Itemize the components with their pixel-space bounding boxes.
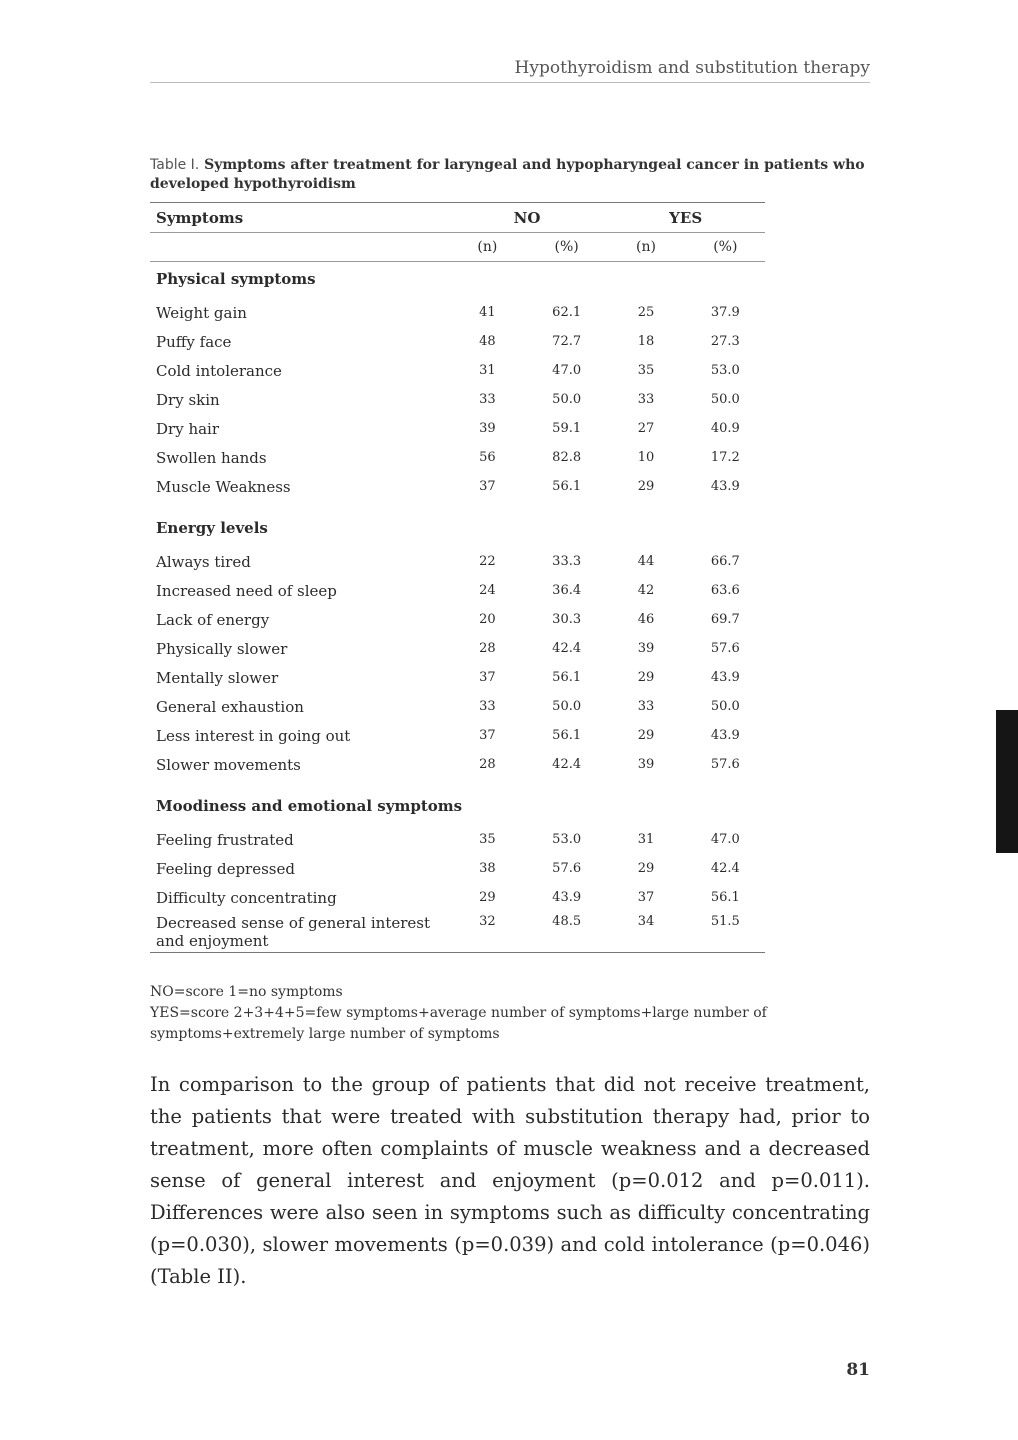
yes-count: 18 xyxy=(637,334,655,349)
no-count: 35 xyxy=(479,832,496,847)
side-tab-marker xyxy=(996,710,1018,853)
table-row xyxy=(150,663,765,692)
no-percent: 43.9 xyxy=(552,890,582,905)
symptom-name: Weight gain xyxy=(156,303,247,322)
yes-count: 29 xyxy=(637,861,655,876)
no-percent: 30.3 xyxy=(552,612,582,627)
symptom-name: Always tired xyxy=(156,552,251,571)
table-header-row xyxy=(150,203,765,233)
table-row xyxy=(150,634,765,663)
no-percent: 62.1 xyxy=(552,305,582,320)
no-percent: 57.6 xyxy=(552,861,582,876)
symptom-name: Difficulty concentrating xyxy=(156,888,337,907)
yes-percent: 53.0 xyxy=(710,363,740,378)
symptom-name: Feeling frustrated xyxy=(156,830,294,849)
yes-percent: 42.4 xyxy=(710,861,740,876)
symptom-name: Mentally slower xyxy=(156,668,279,687)
subheader-empty xyxy=(150,233,448,262)
symptom-name: Muscle Weakness xyxy=(156,477,291,496)
yes-count: 44 xyxy=(637,554,655,569)
table-row xyxy=(150,414,765,443)
page-number: 81 xyxy=(846,1360,870,1380)
no-count: 56 xyxy=(479,450,496,465)
no-count: 39 xyxy=(479,421,496,436)
table-row xyxy=(150,443,765,472)
no-count: 24 xyxy=(479,583,496,598)
subheader-yes-n: (n) xyxy=(606,233,685,262)
table-row xyxy=(150,883,765,912)
table-row xyxy=(150,750,765,779)
symptom-name: Lack of energy xyxy=(156,610,270,629)
symptom-name: Increased need of sleep xyxy=(156,581,337,600)
table-row xyxy=(150,605,765,634)
no-count: 20 xyxy=(479,612,496,627)
no-percent: 47.0 xyxy=(552,363,582,378)
category-title: Energy levels xyxy=(156,519,268,537)
no-percent: 50.0 xyxy=(552,392,582,407)
no-count: 31 xyxy=(479,363,496,378)
subheader-yes-pct: (%) xyxy=(686,233,765,262)
table-row xyxy=(150,327,765,356)
no-percent: 56.1 xyxy=(552,728,582,743)
no-percent: 48.5 xyxy=(552,914,582,929)
table-caption-label: Table I. xyxy=(150,157,200,173)
no-count: 48 xyxy=(479,334,496,349)
symptom-name: Dry skin xyxy=(156,390,220,409)
no-percent: 56.1 xyxy=(552,479,582,494)
no-count: 32 xyxy=(479,914,496,929)
category-row xyxy=(150,262,765,299)
no-count: 41 xyxy=(479,305,496,320)
no-count: 28 xyxy=(479,641,496,656)
yes-percent: 43.9 xyxy=(710,670,740,685)
no-percent: 72.7 xyxy=(552,334,582,349)
yes-count: 10 xyxy=(637,450,655,465)
no-percent: 36.4 xyxy=(552,583,582,598)
no-count: 38 xyxy=(479,861,496,876)
body-paragraph: In comparison to the group of patients that did not receive treatment, the patients that were treated with substitution therapy had, prior to treatment, more often complaints of muscle weakness and a decreased sense of general interest and enjoyment (p=0.012 and p=0.011). Differences were also seen in symptoms such as difficulty concentrating (p=0.030), slower movements (p=0.039) and cold intolerance (p=0.046) (Table II). xyxy=(150,1073,870,1288)
yes-percent: 50.0 xyxy=(710,699,740,714)
no-count: 22 xyxy=(479,554,496,569)
note-no: NO=score 1=no symptoms xyxy=(150,984,343,1000)
subheader-no-n: (n) xyxy=(448,233,527,262)
yes-count: 34 xyxy=(637,914,655,929)
no-percent: 42.4 xyxy=(552,757,582,772)
table-caption xyxy=(150,156,872,194)
table-row xyxy=(150,472,765,501)
table-row xyxy=(150,912,765,953)
table-notes xyxy=(150,982,872,1045)
symptom-name: General exhaustion xyxy=(156,697,304,716)
no-count: 33 xyxy=(479,392,496,407)
yes-count: 31 xyxy=(637,832,655,847)
yes-percent: 57.6 xyxy=(710,641,740,656)
yes-percent: 37.9 xyxy=(710,305,740,320)
symptom-name: Feeling depressed xyxy=(156,859,295,878)
no-percent: 82.8 xyxy=(552,450,582,465)
symptom-name: Cold intolerance xyxy=(156,361,282,380)
yes-percent: 66.7 xyxy=(710,554,740,569)
yes-percent: 63.6 xyxy=(710,583,740,598)
yes-count: 46 xyxy=(637,612,655,627)
table-row xyxy=(150,854,765,883)
yes-percent: 50.0 xyxy=(710,392,740,407)
category-title: Physical symptoms xyxy=(156,270,316,288)
note-yes: YES=score 2+3+4+5=few symptoms+average number of symptoms+large number of symptoms+extremely large number of symptoms xyxy=(150,1005,767,1042)
symptom-name: Puffy face xyxy=(156,332,232,351)
yes-count: 29 xyxy=(637,479,655,494)
table-caption-text: Symptoms after treatment for laryngeal and hypopharyngeal cancer in patients who developed hypothyroidism xyxy=(150,157,865,192)
category-title: Moodiness and emotional symptoms xyxy=(156,797,463,815)
table-row xyxy=(150,547,765,576)
yes-percent: 17.2 xyxy=(710,450,740,465)
yes-percent: 56.1 xyxy=(710,890,740,905)
yes-count: 37 xyxy=(637,890,655,905)
no-percent: 56.1 xyxy=(552,670,582,685)
yes-count: 33 xyxy=(637,392,655,407)
table-row xyxy=(150,721,765,750)
no-count: 37 xyxy=(479,728,496,743)
yes-count: 39 xyxy=(637,757,655,772)
yes-percent: 47.0 xyxy=(710,832,740,847)
symptom-name: Less interest in going out xyxy=(156,726,351,745)
yes-count: 27 xyxy=(637,421,655,436)
yes-count: 29 xyxy=(637,728,655,743)
table-row xyxy=(150,385,765,414)
yes-percent: 40.9 xyxy=(710,421,740,436)
yes-count: 33 xyxy=(637,699,655,714)
table-row xyxy=(150,298,765,327)
yes-count: 39 xyxy=(637,641,655,656)
yes-count: 25 xyxy=(637,305,655,320)
subheader-no-pct: (%) xyxy=(527,233,606,262)
header-symptoms: Symptoms xyxy=(150,203,448,233)
no-percent: 33.3 xyxy=(552,554,582,569)
yes-count: 35 xyxy=(637,363,655,378)
symptom-name: Dry hair xyxy=(156,419,220,438)
no-percent: 53.0 xyxy=(552,832,582,847)
running-head: Hypothyroidism and substitution therapy xyxy=(150,58,870,83)
no-count: 33 xyxy=(479,699,496,714)
no-count: 37 xyxy=(479,479,496,494)
yes-percent: 69.7 xyxy=(710,612,740,627)
no-percent: 50.0 xyxy=(552,699,582,714)
symptom-name: Slower movements xyxy=(156,755,301,774)
yes-percent: 57.6 xyxy=(710,757,740,772)
no-count: 28 xyxy=(479,757,496,772)
yes-percent: 43.9 xyxy=(710,479,740,494)
category-row xyxy=(150,501,765,547)
no-count: 29 xyxy=(479,890,496,905)
no-count: 37 xyxy=(479,670,496,685)
category-row xyxy=(150,779,765,825)
yes-percent: 27.3 xyxy=(710,334,740,349)
no-percent: 59.1 xyxy=(552,421,582,436)
yes-count: 29 xyxy=(637,670,655,685)
table-row xyxy=(150,692,765,721)
header-yes: YES xyxy=(606,203,765,233)
table-row xyxy=(150,825,765,854)
table-row xyxy=(150,576,765,605)
table-subheader-row xyxy=(150,233,765,262)
symptom-name: Swollen hands xyxy=(156,448,267,467)
symptom-name: Physically slower xyxy=(156,639,288,658)
header-no: NO xyxy=(448,203,607,233)
symptoms-table xyxy=(150,202,765,953)
table-row xyxy=(150,356,765,385)
yes-count: 42 xyxy=(637,583,655,598)
yes-percent: 51.5 xyxy=(710,914,740,929)
no-percent: 42.4 xyxy=(552,641,582,656)
symptom-name: Decreased sense of general interest and enjoyment xyxy=(156,914,430,950)
yes-percent: 43.9 xyxy=(710,728,740,743)
